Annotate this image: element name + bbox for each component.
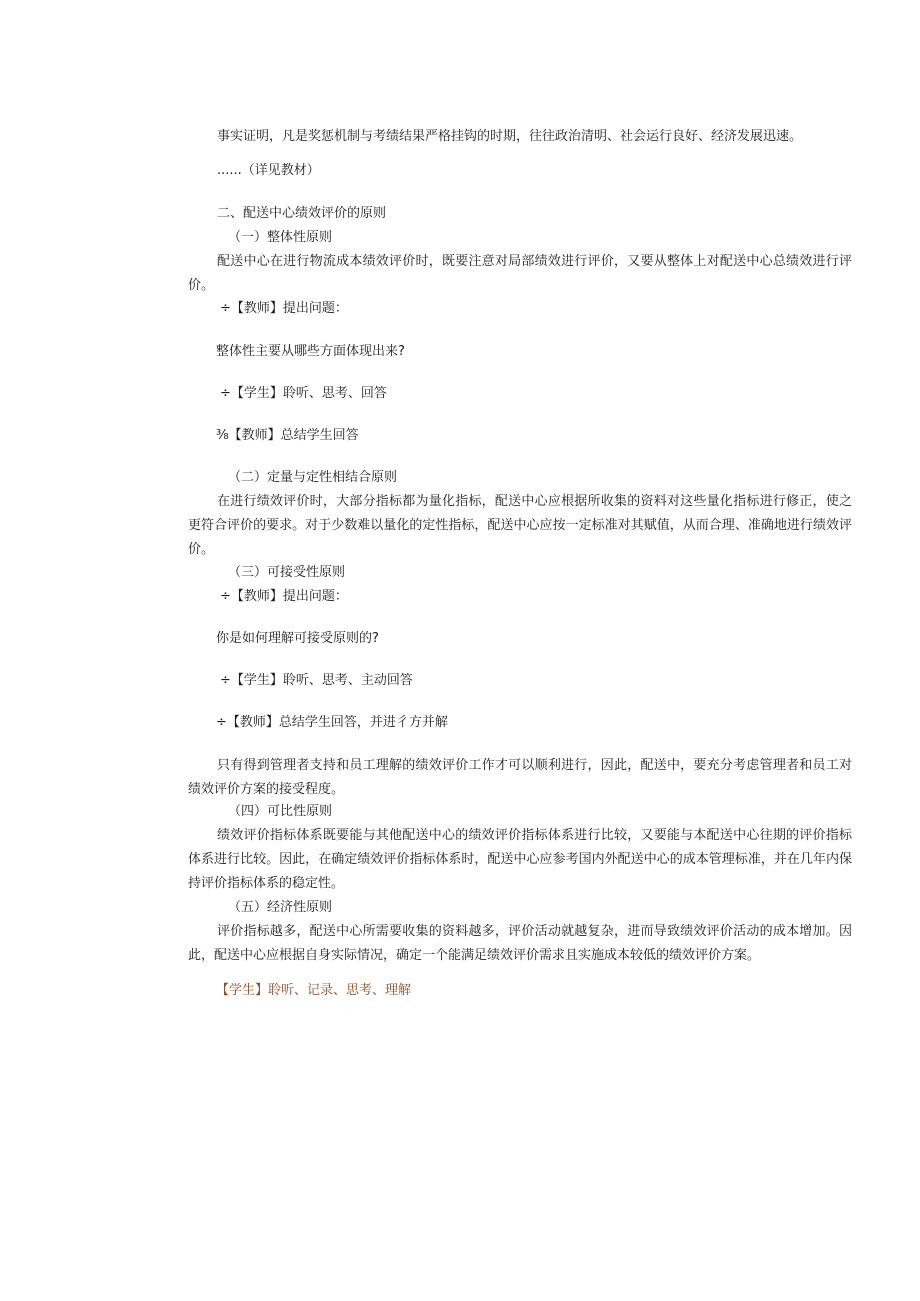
paragraph-quant-qual-principle: 在进行绩效评价时，大部分指标都为量化指标，配送中心应根据所收集的资料对这些量化指标进行修正，使之更符合评价的要求。对于少数难以量化的定性指标，配送中心应按一定标准对其赋值，从而合理、准确地进行绩效评价。 (188, 494, 852, 557)
subheading-quant-qual-principle: （二）定量与定性相结合原则 (228, 470, 398, 485)
paragraph-economy-principle: 评价指标越多，配送中心所需要收集的资料越多，评价活动就越复杂，进而导致绩效评价活动的成本增加。因此，配送中心应根据自身实际情况，确定一个能满足绩效评价需求且实施成本较低的绩效评价方案。 (188, 924, 852, 963)
question-holistic: 整体性主要从哪些方面体现出来? (216, 344, 405, 359)
teacher-question-1: ÷【教师】提出问题： (220, 301, 348, 316)
teacher-summary-1: ⅜【教师】总结学生回答 (216, 428, 359, 443)
paragraph-holistic-principle: 配送中心在进行物流成本绩效评价时，既要注意对局部绩效进行评价，又要从整体上对配送中心总绩效进行评价。 (188, 254, 852, 293)
subheading-economy-principle: （五）经济性原则 (228, 900, 333, 915)
subheading-acceptability-principle: （三）可接受性原则 (228, 565, 346, 580)
paragraph-acceptability: 只有得到管理者支持和员工理解的绩效评价工作才可以顺利进行，因此，配送中，要充分考虑管理者和员工对绩效评价方案的接受程度。 (188, 758, 852, 797)
see-textbook-note: ......（详见教材） (217, 163, 320, 178)
subheading-comparability-principle: （四）可比性原则 (228, 804, 333, 819)
teacher-question-2: ÷【教师】提出问题： (220, 589, 348, 604)
student-final-activity: 【学生】聆听、记录、思考、理解 (216, 983, 412, 998)
student-response-1: ÷【学生】聆听、思考、回答 (220, 386, 387, 401)
teacher-summary-2: ÷【教师】总结学生回答，并进彳方并解 (216, 715, 448, 730)
section-heading-principles: 二、配送中心绩效评价的原则 (217, 206, 387, 221)
paragraph-comparability-principle: 绩效评价指标体系既要能与其他配送中心的绩效评价指标体系进行比较，又要能与本配送中心往期的评价指标体系进行比较。因此，在确定绩效评价指标体系时，配送中心应参考国内外配送中心的成本管理标准，并在几年内保持评价指标体系的稳定性。 (188, 828, 852, 891)
student-response-2: ÷【学生】聆听、思考、主动回答 (220, 673, 413, 688)
subheading-holistic-principle: （一）整体性原则 (228, 230, 333, 245)
fact-sentence: 事实证明，凡是奖惩机制与考绩结果严格挂钩的时期，往往政治清明、社会运行良好、经济发展迅速。 (217, 129, 803, 144)
question-acceptability: 你是如何理解可接受原则的? (216, 631, 379, 646)
